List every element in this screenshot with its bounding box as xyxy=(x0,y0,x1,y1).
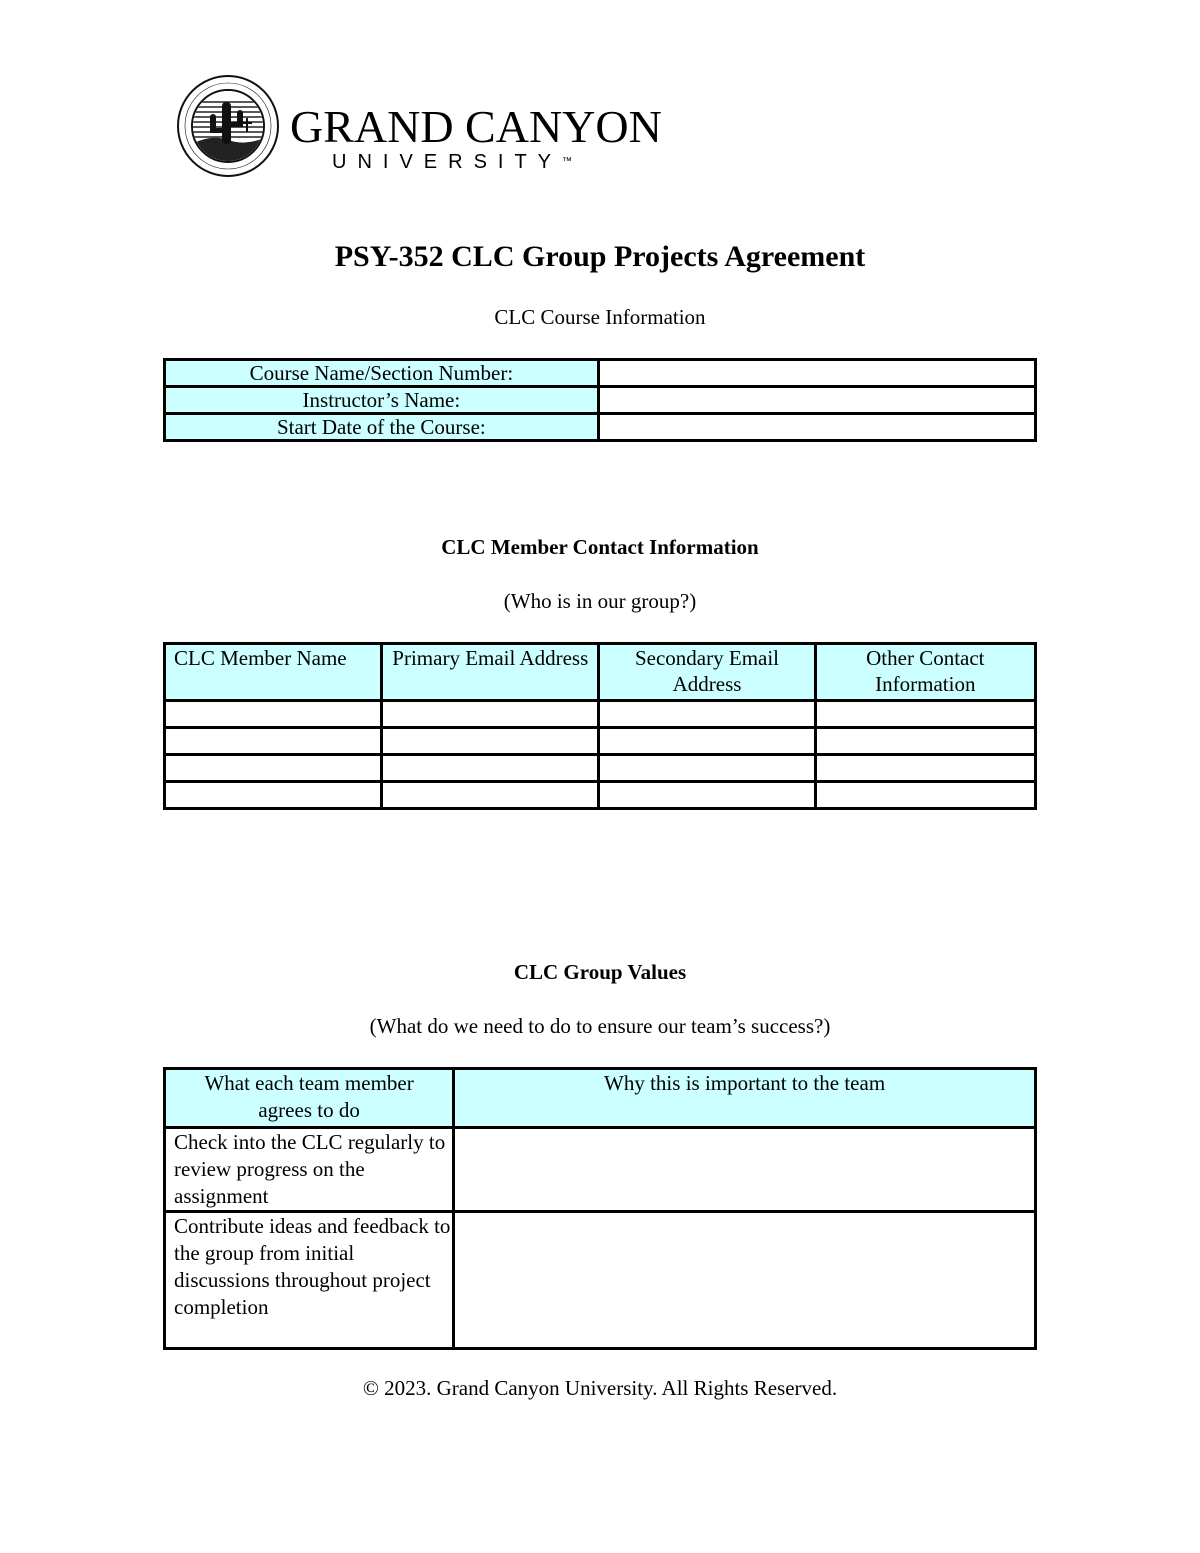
table-row xyxy=(165,728,1036,755)
table-row xyxy=(165,755,1036,782)
column-header-secondary-email: Secondary Email Address xyxy=(599,644,815,701)
logo-name: GRAND CANYON xyxy=(290,101,662,152)
table-row xyxy=(165,1212,1036,1349)
table-cell[interactable] xyxy=(599,728,815,755)
instructor-name-label: Instructor’s Name: xyxy=(165,387,599,414)
table-row xyxy=(165,387,1036,414)
copyright-footer: © 2023. Grand Canyon University. All Rights Reserved. xyxy=(362,1376,838,1400)
member-contact-table xyxy=(163,642,1037,810)
agreement-cell: Check into the CLC regularly to review progress on the assignment xyxy=(165,1128,454,1212)
instructor-name-field[interactable] xyxy=(598,387,1035,414)
table-cell[interactable] xyxy=(815,701,1035,728)
table-cell[interactable] xyxy=(599,782,815,809)
university-logo xyxy=(176,74,662,178)
importance-cell[interactable] xyxy=(454,1128,1036,1212)
table-cell[interactable] xyxy=(165,701,382,728)
table-row xyxy=(165,782,1036,809)
course-info-heading: CLC Course Information xyxy=(494,305,706,329)
group-values-heading: CLC Group Values xyxy=(513,960,687,984)
column-header-agreement: What each team member agrees to do xyxy=(165,1069,454,1128)
table-cell[interactable] xyxy=(382,701,599,728)
table-cell[interactable] xyxy=(382,728,599,755)
table-cell[interactable] xyxy=(599,701,815,728)
table-cell[interactable] xyxy=(165,782,382,809)
document-title: PSY-352 CLC Group Projects Agreement xyxy=(334,240,866,273)
table-cell[interactable] xyxy=(165,728,382,755)
table-cell[interactable] xyxy=(815,728,1035,755)
university-seal-icon xyxy=(176,74,280,178)
course-name-label: Course Name/Section Number: xyxy=(165,360,599,387)
table-row xyxy=(165,414,1036,441)
column-header-member-name: CLC Member Name xyxy=(165,644,382,701)
group-values-note: (What do we need to do to ensure our team’s success?) xyxy=(369,1014,831,1038)
course-info-table xyxy=(163,358,1037,442)
group-values-table xyxy=(163,1067,1037,1350)
table-header-row xyxy=(165,1069,1036,1128)
table-cell[interactable] xyxy=(599,755,815,782)
column-header-other-contact: Other Contact Information xyxy=(815,644,1035,701)
table-cell[interactable] xyxy=(815,755,1035,782)
agreement-cell: Contribute ideas and feedback to the group from initial discussions throughout project completion xyxy=(165,1212,454,1349)
table-row xyxy=(165,360,1036,387)
member-contact-heading: CLC Member Contact Information xyxy=(441,535,759,559)
importance-cell[interactable] xyxy=(454,1212,1036,1349)
table-cell[interactable] xyxy=(165,755,382,782)
table-header-row xyxy=(165,644,1036,701)
column-header-primary-email: Primary Email Address xyxy=(382,644,599,701)
start-date-label: Start Date of the Course: xyxy=(165,414,599,441)
table-row xyxy=(165,701,1036,728)
column-header-importance: Why this is important to the team xyxy=(454,1069,1036,1128)
start-date-field[interactable] xyxy=(598,414,1035,441)
table-cell[interactable] xyxy=(815,782,1035,809)
table-cell[interactable] xyxy=(382,755,599,782)
table-cell[interactable] xyxy=(382,782,599,809)
table-row xyxy=(165,1128,1036,1212)
logo-subname: UNIVERSITY™ xyxy=(332,151,573,173)
course-name-field[interactable] xyxy=(598,360,1035,387)
member-contact-note: (Who is in our group?) xyxy=(503,589,697,613)
